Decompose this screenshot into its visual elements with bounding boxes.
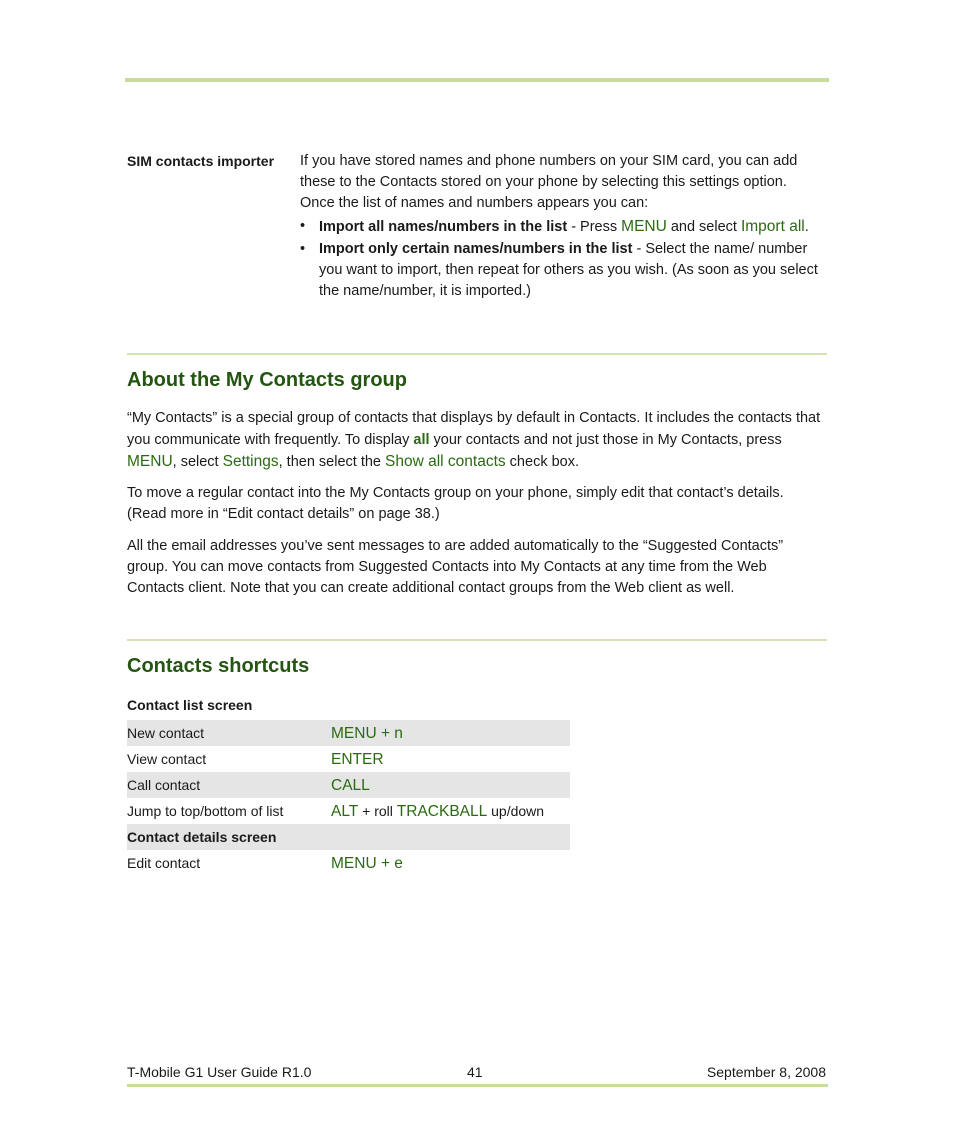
key-cell (331, 749, 570, 770)
text: “My Contacts” is a special group of contacts that displays by default in Contacts. It includes the contacts that you communicate with frequently. To display (127, 410, 821, 448)
footer-title: T-Mobile G1 User Guide R1.0 (127, 1064, 312, 1080)
footer-date: September 8, 2008 (706, 1064, 826, 1080)
section-divider (127, 639, 827, 641)
action-cell: New contact (127, 724, 205, 741)
key-text: ALT (331, 802, 359, 820)
key-text: TRACKBALL (396, 802, 488, 820)
list-item (300, 216, 820, 238)
option-title: Import only certain names/numbers in the list (319, 241, 633, 257)
action-cell: View contact (127, 750, 207, 767)
show-all-contacts-option: Show all contacts (385, 453, 506, 470)
text: check box. (505, 454, 579, 470)
key-text: MENU + n (331, 724, 403, 742)
option-text: - Press (567, 219, 622, 235)
page-number: 41 (467, 1064, 483, 1080)
key-cell (331, 801, 570, 822)
sim-options-list (300, 216, 820, 302)
about-paragraph-2: To move a regular contact into the My Contacts group on your phone, simply edit that contact’s details. (Read more in “Edit contact details” on page 38.) (127, 485, 784, 522)
about-paragraph-3: All the email addresses you’ve sent messages to are added automatically to the “Suggested Contacts” group. You can move contacts from Suggested Contacts into My Contacts at any time from the Web Contacts client. Note that you can create additional contact groups from the Web client as well. (127, 538, 784, 596)
key-cell (331, 853, 570, 874)
import-all-option: Import all (740, 218, 805, 235)
option-text: . (804, 219, 809, 235)
menu-key: MENU (127, 453, 173, 470)
key-text-plain: up/down (487, 802, 545, 819)
key-text: CALL (331, 776, 370, 794)
emphasis-all: all (413, 432, 430, 448)
table-row (127, 772, 570, 798)
text: , select (172, 454, 223, 470)
shortcuts-heading: Contacts shortcuts (127, 655, 310, 677)
key-cell (331, 775, 570, 796)
action-cell: Edit contact (127, 854, 201, 871)
option-title: Import all names/numbers in the list (319, 219, 568, 235)
sim-importer-description (300, 151, 820, 303)
table-row (127, 720, 570, 746)
text: your contacts and not just those in My Contacts, press (429, 432, 782, 448)
key-text: MENU + e (331, 854, 403, 872)
table-row (127, 798, 570, 824)
shortcuts-table (127, 720, 570, 876)
sim-intro: If you have stored names and phone numbers on your SIM card, you can add these to the Contacts stored on your phone by selecting this settings option. Once the list of names and numbers appears you can: (300, 153, 798, 211)
key-cell (331, 723, 570, 744)
contact-details-caption: Contact details screen (127, 828, 277, 845)
option-text: - Select the name/ number you want to import, then repeat for others as you wish. (As soon as you select the name/number, it is imported.) (319, 241, 818, 299)
header-rule (125, 78, 829, 82)
action-cell: Call contact (127, 776, 201, 793)
key-text: ENTER (331, 750, 384, 768)
settings-option: Settings (222, 453, 279, 470)
option-text: and select (666, 219, 741, 235)
table-row-header (127, 824, 570, 850)
about-paragraph-1 (127, 407, 827, 473)
table-row (127, 850, 570, 876)
text: , then select the (278, 454, 386, 470)
section-divider (127, 353, 827, 355)
footer-rule (127, 1084, 828, 1087)
contact-list-caption: Contact list screen (127, 697, 253, 713)
action-cell: Jump to top/bottom of list (127, 802, 284, 819)
list-item (300, 239, 820, 302)
sim-importer-label: SIM contacts importer (127, 153, 275, 169)
about-heading: About the My Contacts group (127, 369, 407, 391)
menu-key: MENU (621, 218, 667, 235)
key-text-plain: + roll (358, 802, 397, 819)
table-row (127, 746, 570, 772)
